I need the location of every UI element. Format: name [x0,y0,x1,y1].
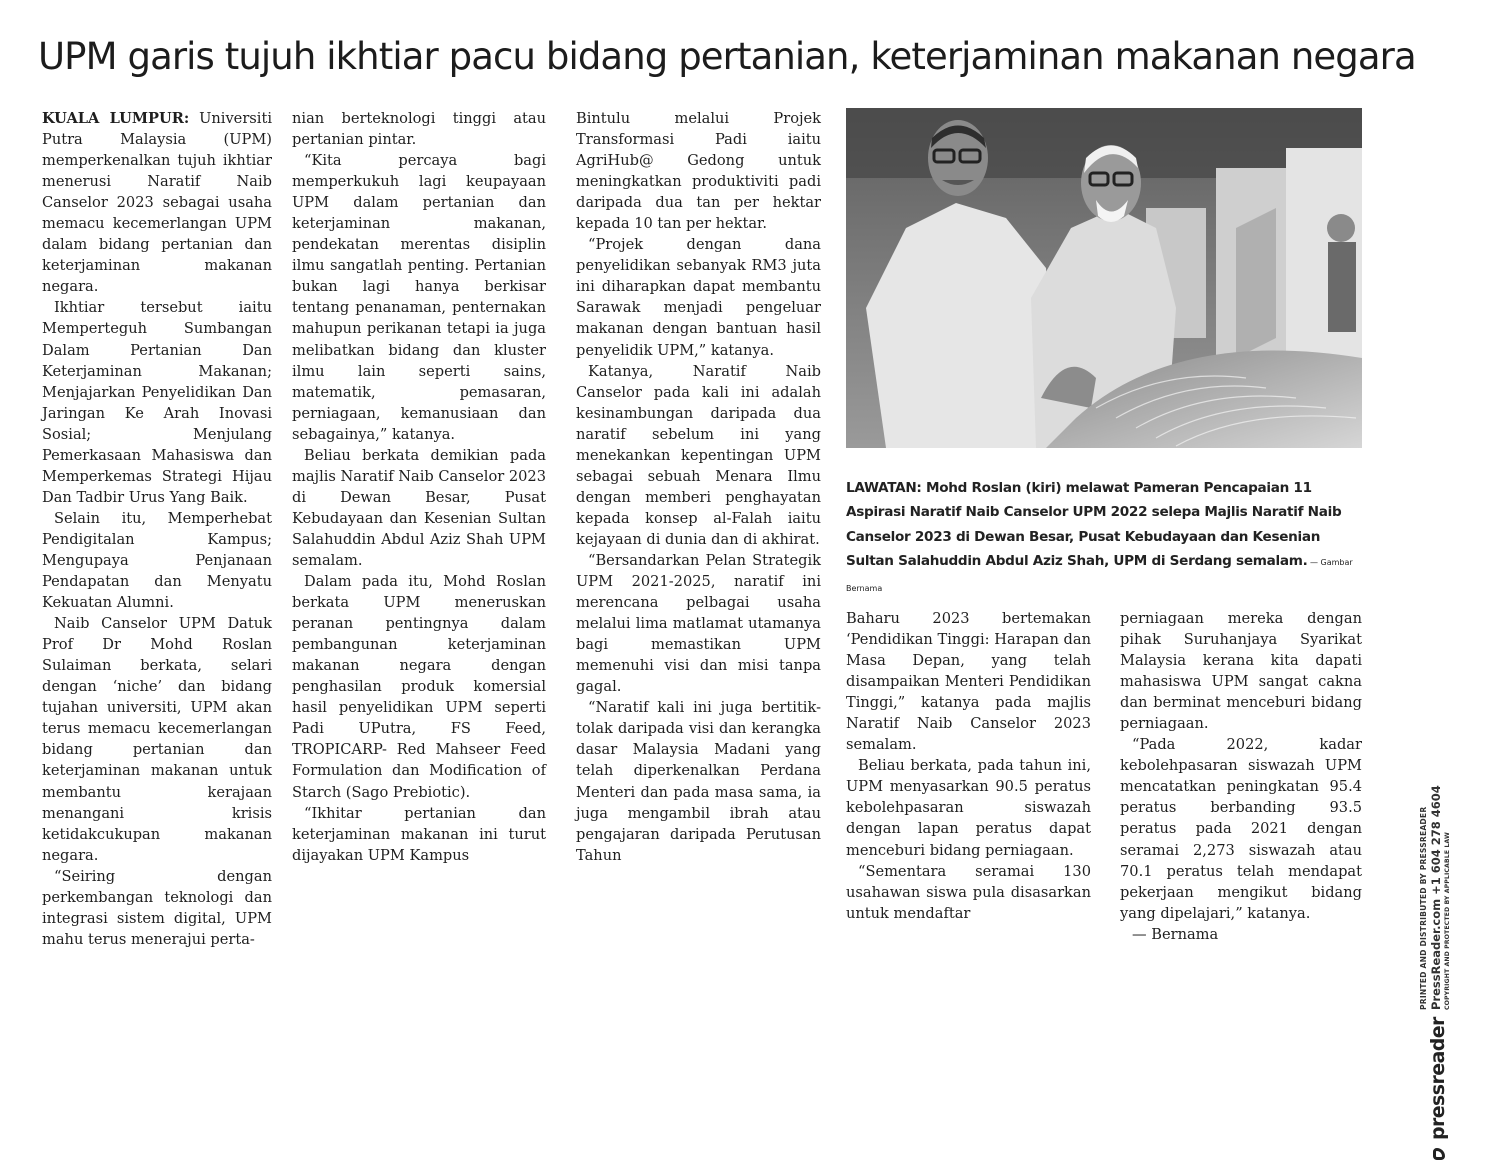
paragraph: Dalam pada itu, Mohd Roslan berkata UPM meneruskan peranan pentingnya dalam pembangunan keterjaminan makanan negara dengan penghasilan produk komersial hasil penyelidikan UPM seperti Padi UPutra, FS Feed, TROPICARP- Red Mahseer Feed Formulation dan Modification of Starch (Sago Prebiotic). [292,573,546,801]
paragraph-text: Universiti Putra Malaysia (UPM) memperkenalkan tujuh ikhtiar menerusi Naratif Naib Canselor 2023 sebagai usaha memacu kecemerlangan UPM dalam bidang pertanian dan keterjaminan makanan negara. [42,110,272,296]
paragraph: Selain itu, Memperhebat Pendigitalan Kampus; Mengupaya Penjanaan Pendapatan dan Menyatu Kekuatan Alumni. [42,509,272,612]
dateline: KUALA LUMPUR: [42,110,190,127]
paragraph: Naib Canselor UPM Datuk Prof Dr Mohd Roslan Sulaiman berkata, selari dengan ‘niche’ dan bidang tujahan universiti, UPM akan terus memacu kecemerlangan bidang pertanian dan keterjaminan makanan untuk membantu kerajaan menangani krisis ketidakcukupan makanan negara. [42,615,272,864]
notice-line-3: COPYRIGHT AND PROTECTED BY APPLICABLE LAW [1444,832,1451,1010]
pressreader-icon [1433,1148,1445,1160]
photo-credit: — Gambar Bernama [846,557,1353,594]
paragraph: Beliau berkata demikian pada majlis Naratif Naib Canselor 2023 di Dewan Besar, Pusat Kebudayaan dan Kesenian Sultan Salahuddin Abdul Aziz Shah UPM semalam. [292,446,546,569]
article-column-4 [846,608,1091,924]
paragraph: “Sementara seramai 130 usahawan siswa pula disasarkan untuk mendaftar [846,862,1091,922]
headline: UPM garis tujuh ikhtiar pacu bidang pertanian, keterjaminan makanan negara [38,35,1416,78]
pressreader-notice [1418,740,1453,1010]
notice-line-2: PressReader.com +1 604 278 4604 [1429,785,1443,1010]
paragraph: “Projek dengan dana penyelidikan sebanyak RM3 juta ini diharapkan dapat membantu Sarawak menjadi pengeluar makanan dengan bantuan hasil penyelidik UPM,” katanya. [576,236,821,359]
caption-text: LAWATAN: Mohd Roslan (kiri) melawat Pameran Pencapaian 11 Aspirasi Naratif Naib Canselor UPM 2022 selepa Majlis Naratif Naib Canselor 2023 di Dewan Besar, Pusat Kebudayaan dan Kesenian Sultan Salahuddin Abdul Aziz Shah, UPM di Serdang semalam. [846,480,1342,569]
paragraph [42,108,272,297]
paragraph: Katanya, Naratif Naib Canselor pada kali ini adalah kesinambungan daripada dua naratif sebelum ini yang menekankan kepentingan UPM sebagai sebuah Menara Ilmu dengan memberi penghayatan kepada konsep al-Falah iaitu kejayaan di dunia dan di akhirat. [576,362,821,548]
paragraph: “Kita percaya bagi memperkukuh lagi keupayaan UPM dalam pertanian dan keterjaminan makanan, pendekatan merentas disiplin ilmu sangatlah penting. Pertanian bukan lagi hanya berkisar tentang penanaman, penternakan mahupun perikanan tetapi ia juga melibatkan bidang dan kluster ilmu lain seperti sains, matematik, pemasaran, perniagaan, kemanusiaan dan sebagainya,” katanya. [292,152,546,443]
paragraph: “Pada 2022, kadar kebolehpasaran siswazah UPM mencatatkan peningkatan 95.4 peratus berbanding 93.5 peratus pada 2021 dengan seramai 2,273 siswazah atau 70.1 peratus telah mendapat pekerjaan mengikut bidang yang dipelajari,” katanya. [1120,736,1362,922]
pressreader-logo-text: pressreader [1427,1017,1449,1140]
pressreader-logo [1418,1017,1458,1160]
paragraph: perniagaan mereka dengan pihak Suruhanjaya Syarikat Malaysia kerana kita dapati mahasiswa UPM sangat cakna dan berminat menceburi bidang perniagaan. [1120,610,1362,733]
paragraph: “Ikhitar pertanian dan keterjaminan makanan ini turut dijayakan UPM Kampus [292,804,546,864]
pressreader-sidebar [1398,610,1480,1140]
paragraph: “Bersandarkan Pelan Strategik UPM 2021-2025, naratif ini merencana pelbagai usaha melalui lima matlamat utamanya bagi memastikan UPM memenuhi visi dan misi tanpa gagal. [576,551,821,696]
news-photo [846,108,1362,448]
paragraph: Bintulu melalui Projek Transformasi Padi iaitu AgriHub@ Gedong untuk meningkatkan produktiviti padi daripada dua tan per hektar kepada 10 tan per hektar. [576,110,821,233]
paragraph: Beliau berkata, pada tahun ini, UPM menyasarkan 90.5 peratus kebolehpasaran siswazah dengan lapan peratus dapat menceburi bidang perniagaan. [846,757,1091,859]
photo-caption [846,476,1366,601]
paragraph: Ikhtiar tersebut iaitu Memperteguh Sumbangan Dalam Pertanian Dan Keterjaminan Makanan; Menjajarkan Penyelidikan Dan Jaringan Ke Arah Inovasi Sosial; Menjulang Pemerkasaan Mahasiswa dan Memperkemas Strategi Hijau Dan Tadbir Urus Yang Baik. [42,299,272,506]
byline: — Bernama [1132,925,1219,943]
article-column-5 [1120,608,1362,945]
paragraph: “Naratif kali ini juga bertitik-tolak daripada visi dan kerangka dasar Malaysia Madani yang telah diperkenalkan Perdana Menteri dan pada masa sama, ia juga mengambil ibrah atau pengajaran daripada Perutusan Tahun [576,699,821,864]
pressreader-brand [1418,740,1458,1160]
notice-line-1: PRINTED AND DISTRIBUTED BY PRESSREADER [1419,806,1428,1010]
article-column-3 [576,108,821,866]
article-column-1 [42,108,272,950]
paragraph: nian berteknologi tinggi atau pertanian pintar. [292,110,546,149]
paragraph: “Seiring dengan perkembangan teknologi dan integrasi sistem digital, UPM mahu terus menerajui perta- [42,867,272,948]
article-column-2 [292,108,546,866]
paragraph: Baharu 2023 bertemakan ‘Pendidikan Tinggi: Harapan dan Masa Depan, yang telah disampaikan Menteri Pendidikan Tinggi,” katanya pada majlis Naratif Naib Canselor 2023 semalam. [846,610,1091,754]
